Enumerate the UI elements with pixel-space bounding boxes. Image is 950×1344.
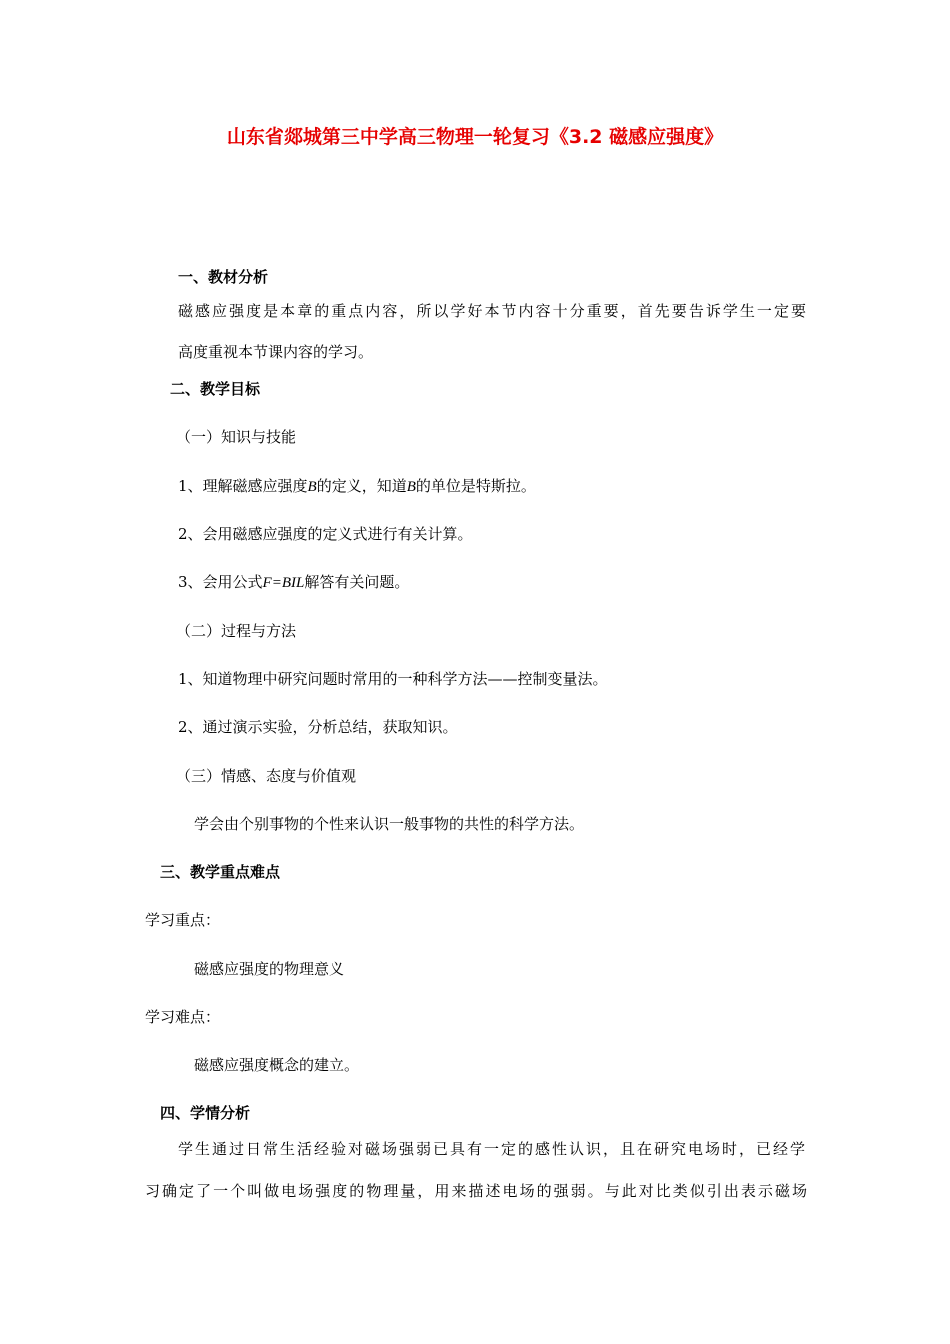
paragraph-line: 习确定了一个叫做电场强度的物理量，用来描述电场的强弱。与此对比类似引出表示磁场	[145, 1182, 807, 1200]
subheading-knowledge-skills: （一）知识与技能	[176, 428, 297, 446]
paragraph-line: 高度重视本节课内容的学习。	[178, 343, 374, 361]
section-heading-teaching-goals: 二、教学目标	[170, 380, 261, 398]
section-heading-student-analysis: 四、学情分析	[160, 1104, 251, 1122]
list-item: 1、知道物理中研究问题时常用的一种科学方法——控制变量法。	[178, 670, 608, 688]
symbol-b: B	[406, 479, 416, 495]
list-item-text: 的定义，知道	[316, 477, 407, 495]
list-item	[178, 476, 536, 497]
list-item-text: 1、理解磁感应强度	[178, 477, 308, 495]
label-difficulty: 学习难点：	[145, 1008, 221, 1026]
list-item: 2、通过演示实验，分析总结，获取知识。	[178, 718, 458, 736]
section-heading-key-points: 三、教学重点难点	[160, 863, 281, 881]
list-item-text: 的单位是特斯拉。	[415, 477, 536, 495]
label-focus: 学习重点：	[145, 911, 221, 929]
section-heading-teaching-material: 一、教材分析	[178, 268, 269, 286]
list-item: 2、会用磁感应强度的定义式进行有关计算。	[178, 525, 473, 543]
formula: F=BIL	[262, 575, 305, 591]
list-item: 学会由个别事物的个性来认识一般事物的共性的科学方法。	[194, 815, 585, 833]
list-item-text: 解答有关问题。	[304, 573, 410, 591]
subheading-process-method: （二）过程与方法	[176, 622, 297, 640]
list-item	[178, 572, 409, 593]
focus-text: 磁感应强度的物理意义	[194, 960, 345, 978]
paragraph-line: 学生通过日常生活经验对磁场强弱已具有一定的感性认识，且在研究电场时，已经学	[178, 1140, 805, 1158]
symbol-b: B	[307, 479, 317, 495]
paragraph-line: 磁感应强度是本章的重点内容，所以学好本节内容十分重要，首先要告诉学生一定要	[178, 302, 806, 320]
list-item-text: 3、会用公式	[178, 573, 263, 591]
page-title: 山东省郯城第三中学高三物理一轮复习《3.2 磁感应强度》	[226, 126, 724, 148]
subheading-emotion-attitude-values: （三）情感、态度与价值观	[176, 767, 357, 785]
difficulty-text: 磁感应强度概念的建立。	[194, 1056, 360, 1074]
